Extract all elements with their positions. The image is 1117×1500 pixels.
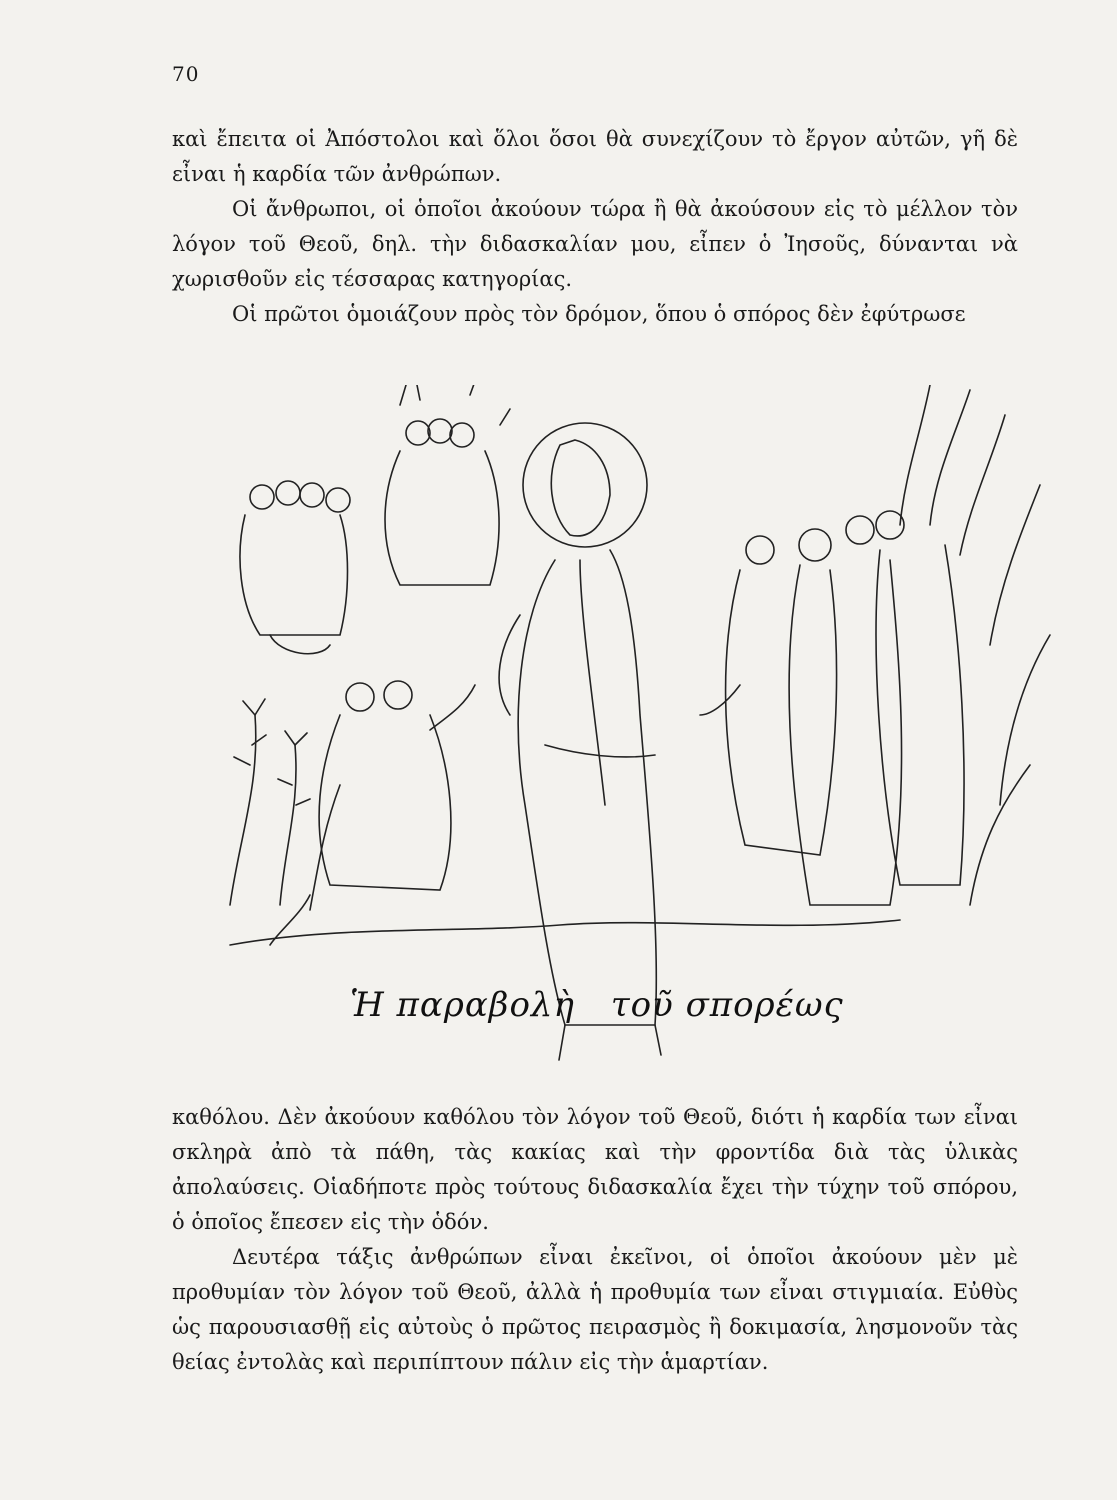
caption-part-1: Ἡ παραβολὴ <box>350 985 575 1025</box>
left-plants <box>230 699 340 910</box>
kneeling-group <box>270 681 475 945</box>
paragraph-4: καθόλου. Δὲν ἀκούουν καθόλου τὸν λόγον τοῦ Θεοῦ, διότι ἡ καρδία των εἶναι σκληρὰ ἀπὸ τὰ πάθη, τὰς κακίας καὶ τὴν φροντίδα διὰ τὰς ὑλικὰς ἀπολαύσεις. Οἱαδήποτε πρὸς τούτους διδασκαλία ἔχει τὴν τύχην τοῦ σπόρου, ὁ ὁποῖος ἔπεσεν εἰς τὴν ὁδόν. <box>172 1105 1018 1234</box>
seated-group-left <box>240 385 510 654</box>
page-number: 70 <box>172 62 200 86</box>
christ-figure <box>499 423 661 1060</box>
bottom-text-block <box>172 1100 1018 1380</box>
top-text-block <box>172 122 1018 332</box>
parable-illustration <box>200 385 1080 1075</box>
illustration-caption <box>350 985 844 1025</box>
right-group <box>700 511 964 905</box>
paragraph-3: Οἱ πρῶτοι ὁμοιάζουν πρὸς τὸν δρόμον, ὅπου ὁ σπόρος δὲν ἐφύτρωσε <box>232 302 966 326</box>
paragraph-2: Οἱ ἄνθρωποι, οἱ ὁποῖοι ἀκούουν τώρα ἢ θὰ ἀκούσουν εἰς τὸ μέλλον τὸν λόγον τοῦ Θεοῦ, δηλ. τὴν διδασκαλίαν μου, εἶπεν ὁ Ἰησοῦς, δύνανται νὰ χωρισθοῦν εἰς τέσσαρας κατηγορίας. <box>172 197 1018 291</box>
caption-part-2: τοῦ σπορέως <box>610 985 844 1025</box>
paragraph-5: Δευτέρα τάξις ἀνθρώπων εἶναι ἐκεῖνοι, οἱ ὁποῖοι ἀκούουν μὲν μὲ προθυμίαν τὸν λόγον τοῦ Θεοῦ, ἀλλὰ ἡ προθυμία των εἶναι στιγμιαία. Εὐθὺς ὡς παρουσιασθῇ εἰς αὐτοὺς ὁ πρῶτος πειρασμὸς ἢ δοκιμασία, λησμονοῦν τὰς θείας ἐντολὰς καὶ περιπίπτουν πάλιν εἰς τὴν ἁμαρτίαν. <box>172 1245 1018 1374</box>
paragraph-1: καὶ ἔπειτα οἱ Ἀπόστολοι καὶ ὅλοι ὅσοι θὰ συνεχίζουν τὸ ἔργον αὐτῶν, γῆ δὲ εἶναι ἡ καρδία τῶν ἀνθρώπων. <box>172 127 1018 186</box>
wheat-field <box>900 385 1050 905</box>
